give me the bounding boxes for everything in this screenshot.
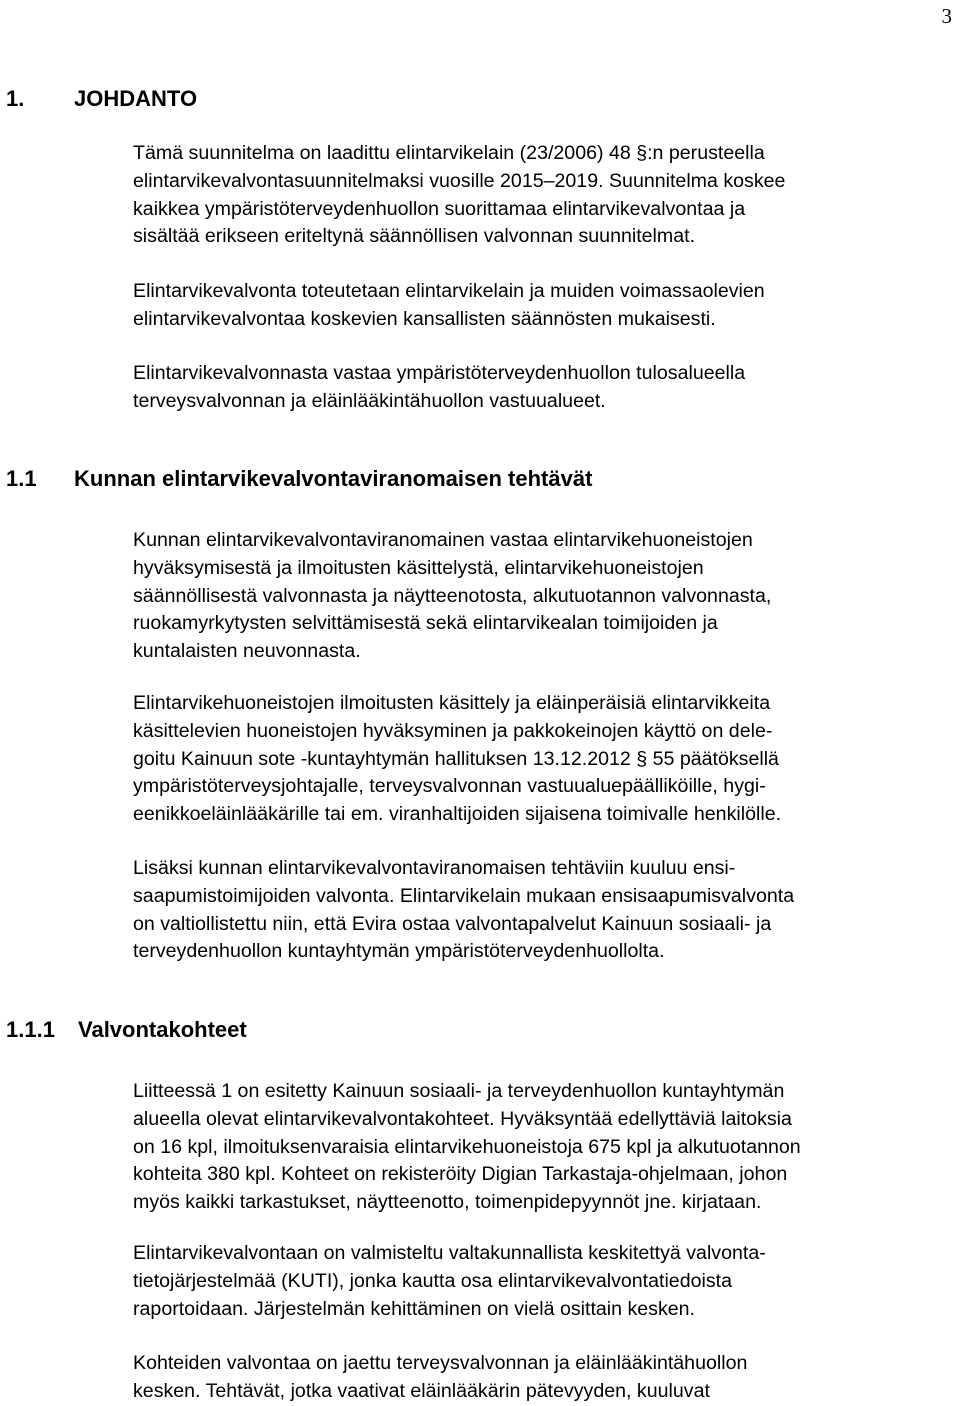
paragraph <box>133 1350 933 1406</box>
text-line: Kunnan elintarvikevalvontaviranomainen vastaa elintarvikehuoneistojen <box>133 529 753 551</box>
paragraph <box>133 1240 933 1323</box>
text-line: Kohteiden valvontaa on jaettu terveysvalvonnan ja eläinlääkintähuollon <box>133 1352 748 1374</box>
text-line: kesken. Tehtävät, jotka vaativat eläinlääkärin pätevyyden, kuuluvat <box>133 1379 710 1402</box>
text-line: kohteita 380 kpl. Kohteet on rekisteröity Digian Tarkastaja-ohjelmaan, johon <box>133 1163 788 1186</box>
text-line: Elintarvikehuoneistojen ilmoitusten käsittely ja eläinperäisiä elintarvikkeita <box>133 692 771 714</box>
text-line: Tämä suunnitelma on laadittu elintarvikelain (23/2006) 48 §:n perusteella <box>133 142 765 164</box>
text-line: Elintarvikevalvontaan on valmisteltu valtakunnallista keskitettyä valvonta- <box>133 1242 766 1264</box>
text-line: käsittelevien huoneistojen hyväksyminen ja pakkokeinojen käyttö on dele- <box>133 719 773 742</box>
paragraph <box>133 278 933 334</box>
text-line: on valtiollistettu niin, että Evira ostaa valvontapalvelut Kainuun sosiaali- ja <box>133 912 772 935</box>
paragraph <box>133 140 933 251</box>
text-line: on 16 kpl, ilmoituksenvaraisia elintarvikehuoneistoja 675 kpl ja alkutuotannon <box>133 1135 801 1158</box>
text-line: Elintarvikevalvonta toteutetaan elintarvikelain ja muiden voimassaolevien <box>133 280 765 302</box>
text-line: myös kaikki tarkastukset, näytteenotto, toimenpidepyynnöt jne. kirjataan. <box>133 1191 762 1214</box>
section-title: Kunnan elintarvikevalvontaviranomaisen tehtävät <box>74 466 593 491</box>
text-line: terveydenhuollon kuntayhtymän ympäristöterveydenhuollolta. <box>133 940 665 963</box>
paragraph <box>133 1078 933 1217</box>
text-line: elintarvikevalvontaa koskevien kansallisten säännösten mukaisesti. <box>133 307 716 330</box>
text-line: kaikkea ympäristöterveydenhuollon suorittamaa elintarvikevalvontaa ja <box>133 197 746 220</box>
text-line: eenikkoeläinlääkärille tai em. viranhaltijoiden sijaisena toimivalle henkilölle. <box>133 803 782 826</box>
text-line: ympäristöterveysjohtajalle, terveysvalvonnan vastuualuepäälliköille, hygi- <box>133 775 766 798</box>
paragraph <box>133 360 933 416</box>
text-line: raportoidaan. Järjestelmän kehittäminen on vielä osittain kesken. <box>133 1297 695 1320</box>
section-heading-1-1-1 <box>6 1017 247 1043</box>
section-heading-1 <box>6 86 197 112</box>
section-number: 1.1.1 <box>6 1017 55 1042</box>
text-line: saapumistoimijoiden valvonta. Elintarvikelain mukaan ensisaapumisvalvonta <box>133 884 795 907</box>
text-line: Liitteessä 1 on esitetty Kainuun sosiaali- ja terveydenhuollon kuntayhtymän <box>133 1080 785 1102</box>
text-line: Lisäksi kunnan elintarvikevalvontaviranomaisen tehtäviin kuuluu ensi- <box>133 857 736 879</box>
page-number: 3 <box>941 4 952 28</box>
text-line: tietojärjestelmää (KUTI), jonka kautta osa elintarvikevalvontatiedoista <box>133 1269 732 1292</box>
section-title: Valvontakohteet <box>78 1017 247 1042</box>
text-line: hyväksymisestä ja ilmoitusten käsittelystä, elintarvikehuoneistojen <box>133 556 704 579</box>
section-heading-1-1 <box>6 466 592 492</box>
section-number: 1. <box>6 86 25 111</box>
paragraph <box>133 527 933 666</box>
section-title: JOHDANTO <box>74 86 198 111</box>
text-line: sisältää erikseen eriteltynä säännöllisen valvonnan suunnitelmat. <box>133 225 696 248</box>
paragraph <box>133 855 933 966</box>
text-line: terveysvalvonnan ja eläinlääkintähuollon vastuualueet. <box>133 389 606 412</box>
text-line: goitu Kainuun sote -kuntayhtymän hallituksen 13.12.2012 § 55 päätöksellä <box>133 747 779 770</box>
text-line: elintarvikevalvontasuunnitelmaksi vuosille 2015–2019. Suunnitelma koskee <box>133 169 786 192</box>
text-line: Elintarvikevalvonnasta vastaa ympäristöterveydenhuollon tulosalueella <box>133 362 746 384</box>
section-number: 1.1 <box>6 466 37 491</box>
text-line: kuntalaisten neuvonnasta. <box>133 640 361 663</box>
paragraph <box>133 690 933 829</box>
text-line: alueella olevat elintarvikevalvontakohteet. Hyväksyntää edellyttäviä laitoksia <box>133 1107 792 1130</box>
text-line: ruokamyrkytysten selvittämisestä sekä elintarvikealan toimijoiden ja <box>133 612 718 635</box>
text-line: säännöllisestä valvonnasta ja näytteenotosta, alkutuotannon valvonnasta, <box>133 584 772 607</box>
